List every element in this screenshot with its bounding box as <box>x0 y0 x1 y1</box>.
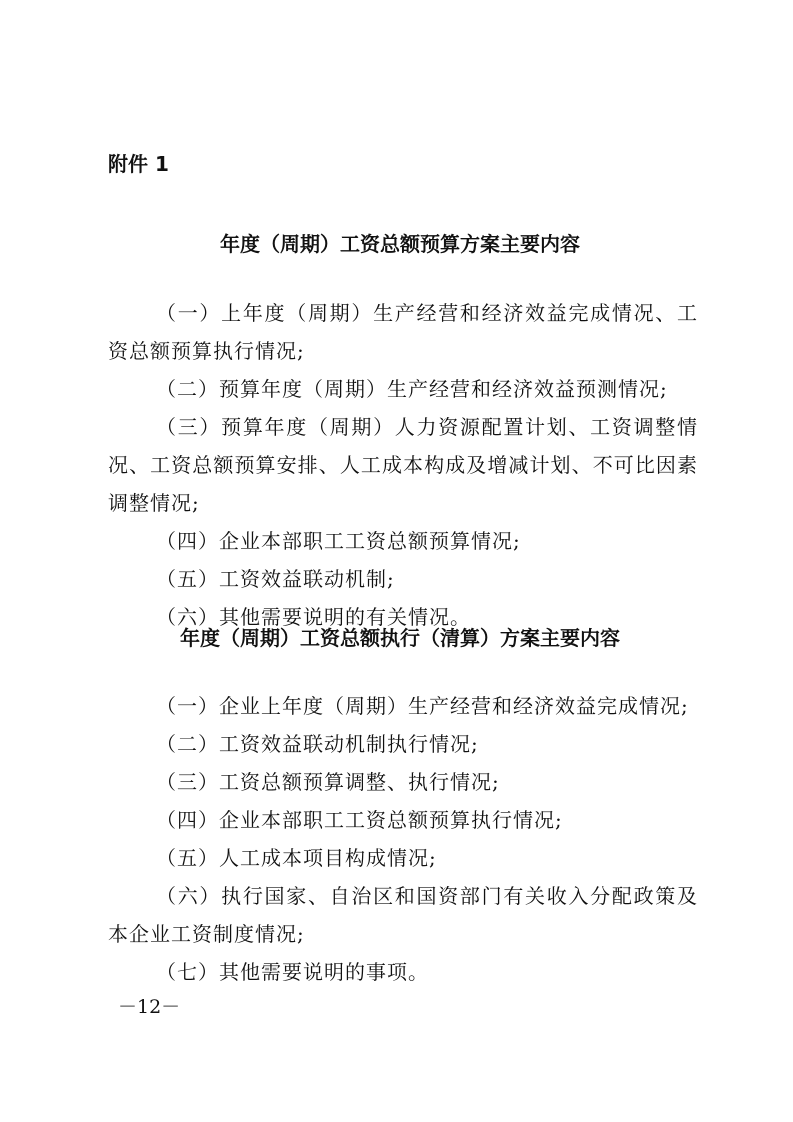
list-item: （六）执行国家、自治区和国资部门有关收入分配政策及本企业工资制度情况; <box>108 884 698 946</box>
list-item: （一）上年度（周期）生产经营和经济效益完成情况、工资总额预算执行情况; <box>108 301 698 363</box>
list-item: （四）企业本部职工工资总额预算情况; <box>156 529 521 553</box>
list-item: （二）工资效益联动机制执行情况; <box>156 732 479 756</box>
section-title-budget-plan: 年度（周期）工资总额预算方案主要内容 <box>220 232 580 256</box>
list-item: （六）其他需要说明的有关情况。 <box>156 605 471 629</box>
execution-plan-items <box>108 687 698 991</box>
list-item: （一）企业上年度（周期）生产经营和经济效益完成情况; <box>156 694 689 718</box>
list-item: （五）人工成本项目构成情况; <box>156 846 437 870</box>
list-item: （七）其他需要说明的事项。 <box>156 960 429 984</box>
list-item: （四）企业本部职工工资总额预算执行情况; <box>156 808 563 832</box>
list-item: （三）预算年度（周期）人力资源配置计划、工资调整情况、工资总额预算安排、人工成本构成及增减计划、不可比因素调整情况; <box>108 415 698 515</box>
list-item: （三）工资总额预算调整、执行情况; <box>156 770 500 794</box>
attachment-label: 附件 1 <box>108 152 169 176</box>
budget-plan-items <box>108 294 698 636</box>
page-number: －12－ <box>118 996 181 1018</box>
list-item: （五）工资效益联动机制; <box>156 567 395 591</box>
list-item: （二）预算年度（周期）生产经营和经济效益预测情况; <box>156 377 668 401</box>
section-title-execution-plan: 年度（周期）工资总额执行（清算）方案主要内容 <box>180 626 620 650</box>
